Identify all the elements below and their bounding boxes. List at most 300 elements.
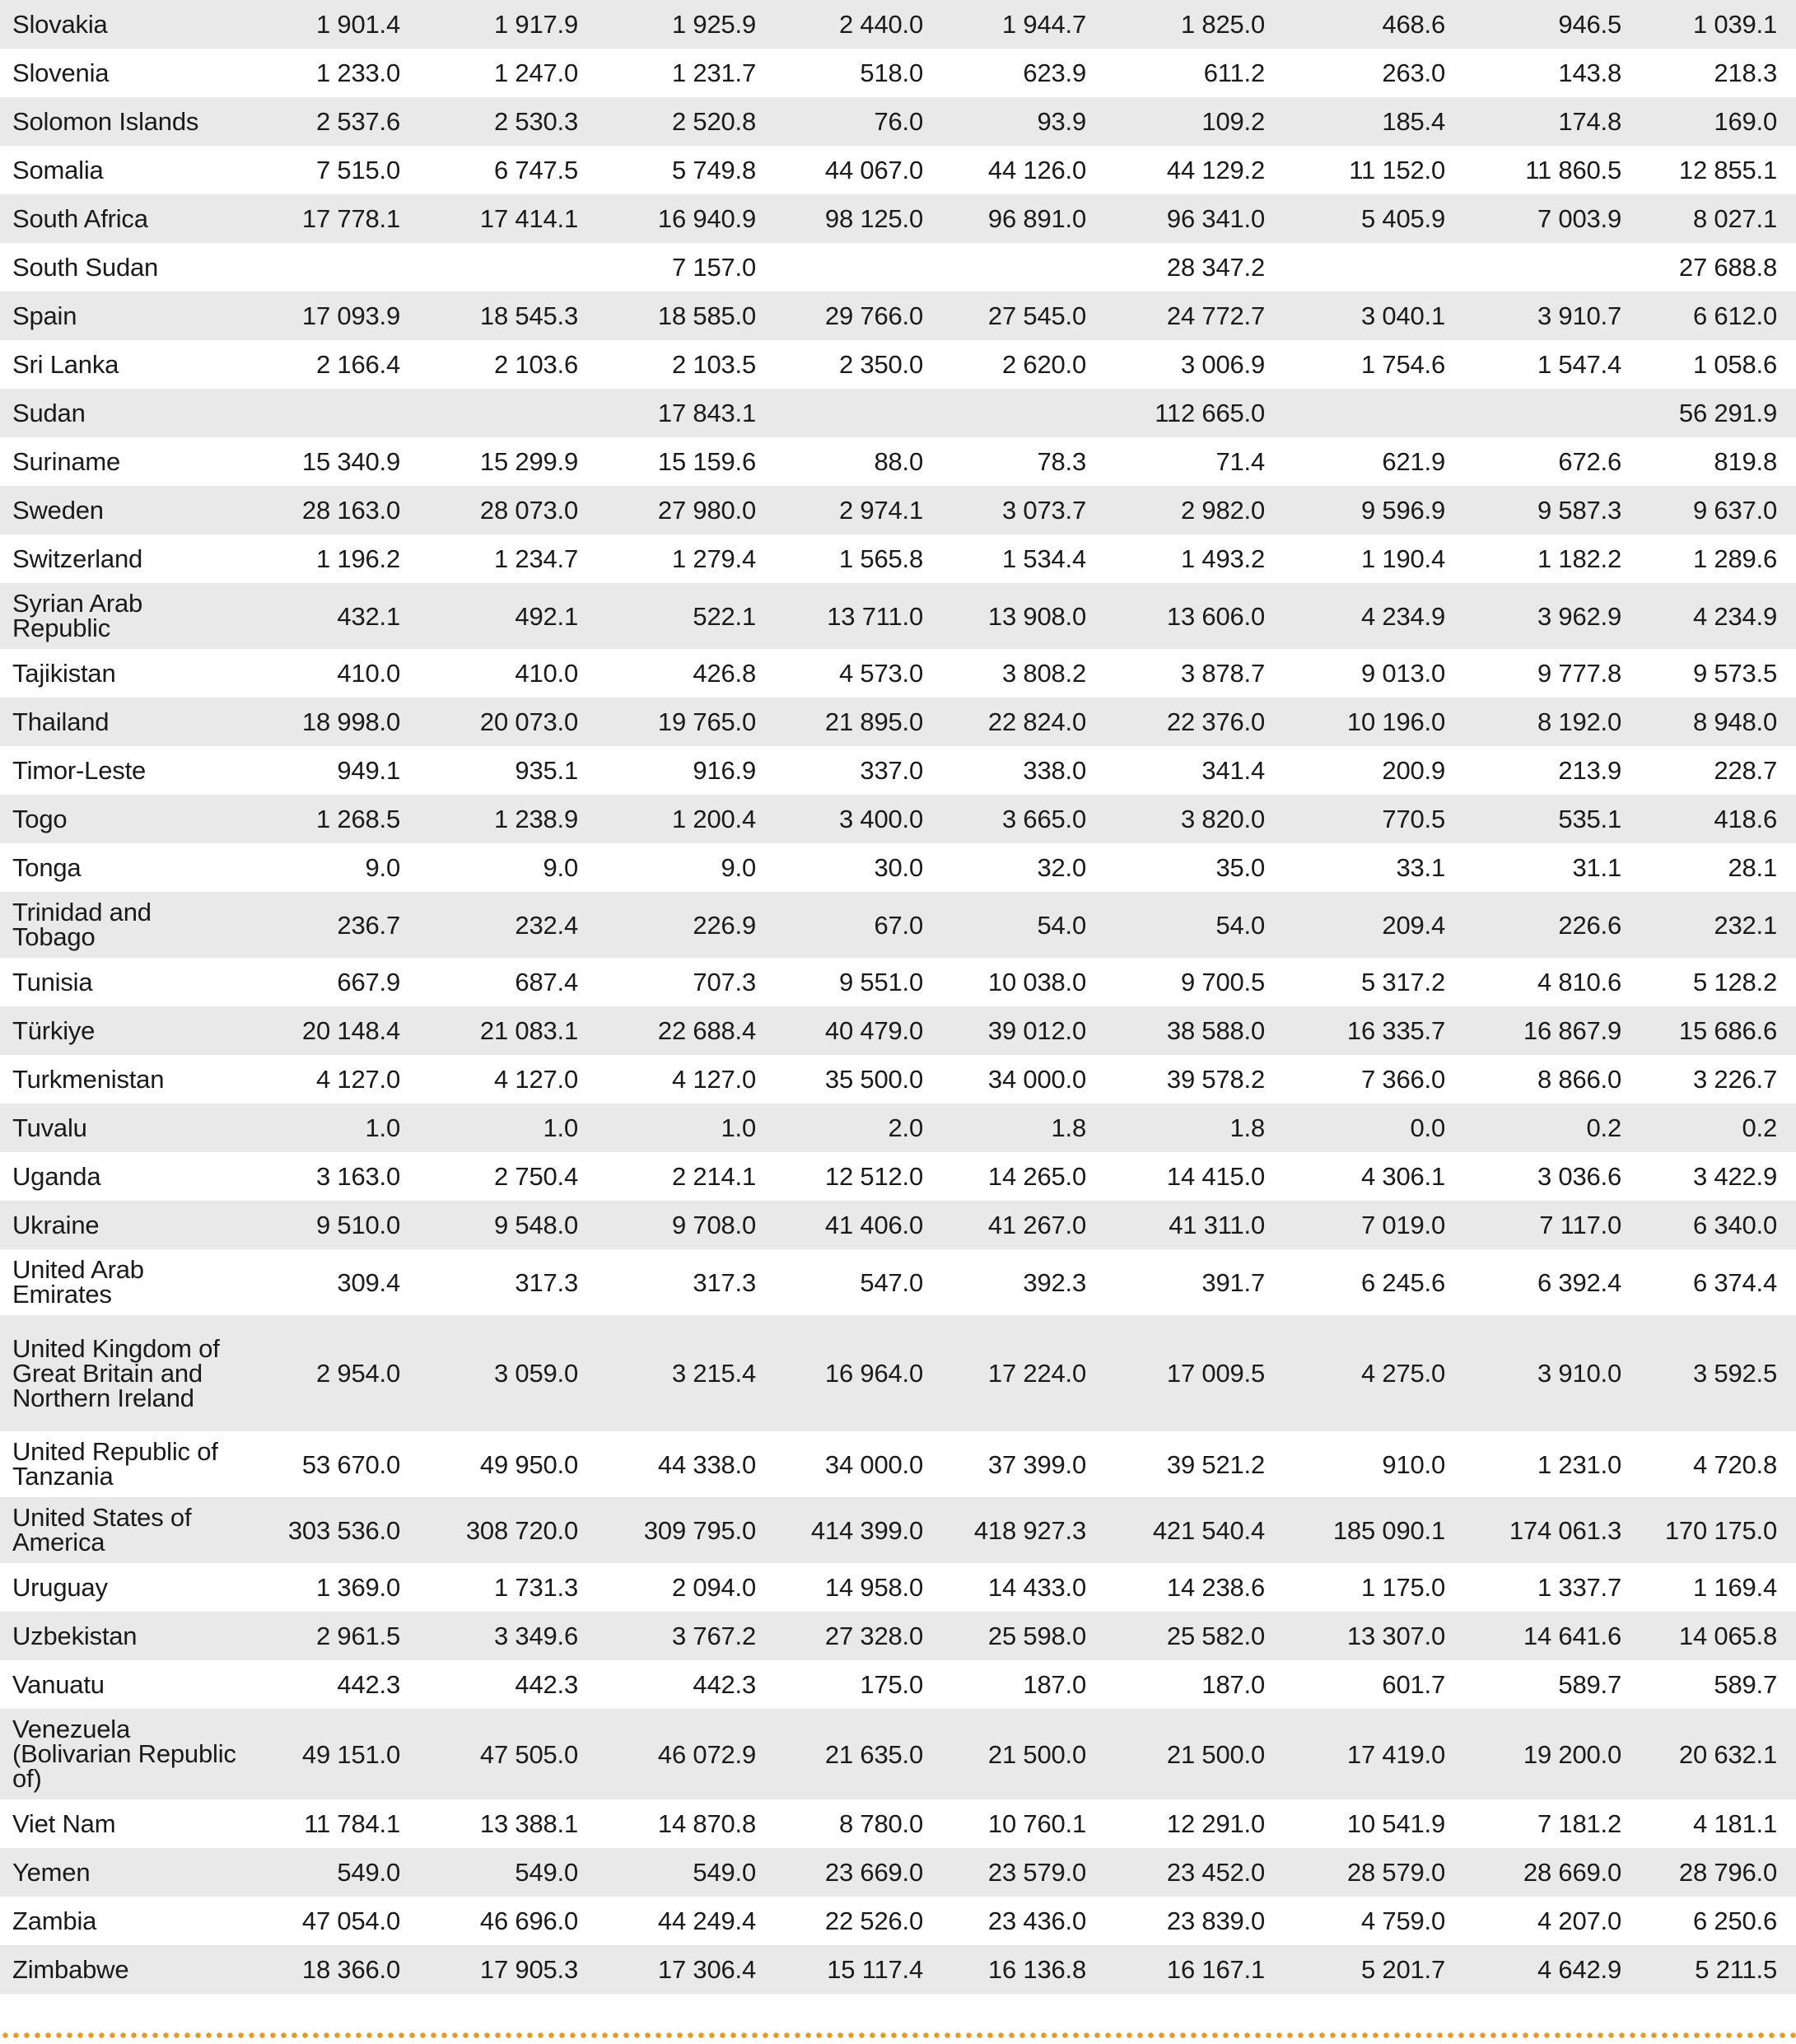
- value-cell: 143.8: [1558, 58, 1621, 87]
- value-cell: 28 347.2: [1166, 253, 1265, 282]
- value-cell: 10 038.0: [987, 968, 1086, 996]
- value-cell: 78.3: [1037, 447, 1086, 476]
- value-cell: 10 541.9: [1346, 1809, 1445, 1838]
- value-cell: 6 747.5: [493, 156, 578, 184]
- value-cell: 432.1: [240, 583, 419, 649]
- value-cell: [775, 243, 942, 292]
- value-cell: 9 573.5: [1692, 659, 1777, 688]
- value-cell: 518.0: [860, 58, 923, 87]
- value-cell: 170 175.0: [1640, 1497, 1796, 1563]
- value-cell: 4 642.9: [1464, 1945, 1640, 1994]
- table-row: [0, 1152, 1796, 1201]
- table-row: [0, 0, 1796, 49]
- value-cell: 21 895.0: [775, 698, 942, 746]
- table-row: [0, 292, 1796, 340]
- country-name: Syrian Arab Republic: [0, 583, 240, 649]
- value-cell: 112 665.0: [1105, 389, 1284, 437]
- value-cell: 3 665.0: [942, 795, 1105, 843]
- value-cell: 5 128.2: [1692, 968, 1777, 996]
- value-cell: 2 530.3: [419, 97, 597, 146]
- value-cell: 4 234.9: [1640, 583, 1796, 649]
- value-cell: 13 307.0: [1284, 1612, 1464, 1660]
- value-cell: 27 328.0: [775, 1612, 942, 1660]
- value-cell: 621.9: [1382, 447, 1445, 476]
- value-cell: 9 596.9: [1284, 486, 1464, 534]
- table-row: [0, 486, 1796, 534]
- value-cell: 426.8: [693, 659, 756, 688]
- value-cell: 2.0: [775, 1104, 942, 1152]
- value-cell: 2 537.6: [240, 97, 419, 146]
- value-cell: 309 795.0: [597, 1497, 775, 1563]
- value-cell: 0.0: [1284, 1104, 1464, 1152]
- table-row: [0, 146, 1796, 194]
- value-cell: [942, 243, 1105, 292]
- value-cell: 1 825.0: [1105, 0, 1284, 49]
- country-name: Uganda: [12, 1161, 101, 1191]
- value-cell: 2 214.1: [671, 1162, 756, 1191]
- value-cell: 22 376.0: [1105, 698, 1284, 746]
- value-cell: 1 917.9: [419, 0, 597, 49]
- value-cell: 414 399.0: [775, 1497, 942, 1563]
- value-cell: 232.1: [1640, 892, 1796, 958]
- country-name: Vanuatu: [12, 1669, 105, 1699]
- value-cell: 1 058.6: [1692, 350, 1777, 379]
- value-cell: 1.0: [597, 1104, 775, 1152]
- value-cell: 6 392.4: [1537, 1267, 1621, 1297]
- value-cell: 1 337.7: [1537, 1573, 1621, 1602]
- value-cell: 1.8: [1105, 1104, 1284, 1152]
- value-cell: 34 000.0: [824, 1449, 923, 1479]
- value-cell: 2 166.4: [315, 350, 400, 379]
- value-cell: 14 641.6: [1464, 1612, 1640, 1660]
- value-cell: [419, 389, 597, 437]
- value-cell: 3 592.5: [1640, 1315, 1796, 1431]
- value-cell: 2 350.0: [838, 350, 923, 379]
- value-cell: 391.7: [1201, 1267, 1265, 1297]
- value-cell: 16 136.8: [942, 1945, 1105, 1994]
- country-name: Yemen: [0, 1848, 240, 1897]
- value-cell: 3 036.6: [1537, 1162, 1621, 1191]
- table-row: [0, 49, 1796, 97]
- value-cell: 3 163.0: [315, 1162, 400, 1191]
- value-cell: 4 810.6: [1537, 968, 1621, 996]
- country-name: Turkmenistan: [12, 1064, 165, 1094]
- value-cell: 14 415.0: [1166, 1162, 1265, 1191]
- value-cell: 24 772.7: [1105, 292, 1284, 340]
- dotted-footer-divider: [0, 2032, 1796, 2038]
- value-cell: [1284, 389, 1464, 437]
- value-cell: 16 964.0: [775, 1315, 942, 1431]
- value-cell: 9.0: [543, 853, 578, 882]
- value-cell: 44 338.0: [657, 1449, 756, 1479]
- value-cell: 28.1: [1728, 853, 1777, 882]
- value-cell: 16 167.1: [1105, 1945, 1284, 1994]
- value-cell: 1 731.3: [493, 1573, 578, 1602]
- country-name: Spain: [0, 292, 240, 340]
- table-row: [0, 243, 1796, 292]
- value-cell: 53 670.0: [301, 1449, 400, 1479]
- value-cell: 22 688.4: [597, 1006, 775, 1055]
- value-cell: 23 839.0: [1166, 1906, 1265, 1935]
- value-cell: [1464, 243, 1640, 292]
- value-cell: 418.6: [1640, 795, 1796, 843]
- value-cell: 1 233.0: [315, 58, 400, 87]
- value-cell: 3 006.9: [1180, 350, 1265, 379]
- value-cell: 10 196.0: [1284, 698, 1464, 746]
- value-cell: 15 340.9: [301, 447, 400, 476]
- value-cell: 27 545.0: [942, 292, 1105, 340]
- value-cell: 39 012.0: [942, 1006, 1105, 1055]
- value-cell: 38 588.0: [1105, 1006, 1284, 1055]
- value-cell: 3 422.9: [1692, 1162, 1777, 1191]
- value-cell: 44 129.2: [1166, 156, 1265, 184]
- value-cell: 232.4: [419, 892, 597, 958]
- table-row: [0, 97, 1796, 146]
- value-cell: 522.1: [597, 583, 775, 649]
- table-row: [0, 1315, 1796, 1431]
- value-cell: 8 780.0: [838, 1809, 923, 1838]
- value-cell: 549.0: [419, 1848, 597, 1897]
- value-cell: 1 493.2: [1180, 544, 1265, 573]
- value-cell: 109.2: [1105, 97, 1284, 146]
- value-cell: 6 374.4: [1692, 1267, 1777, 1297]
- value-cell: 174 061.3: [1464, 1497, 1640, 1563]
- value-cell: 392.3: [1023, 1267, 1086, 1297]
- value-cell: 4 759.0: [1360, 1906, 1445, 1935]
- table-row: [0, 1799, 1796, 1848]
- value-cell: 47 505.0: [419, 1709, 597, 1799]
- value-cell: 9 548.0: [419, 1201, 597, 1249]
- value-cell: 4 573.0: [838, 659, 923, 688]
- value-cell: 218.3: [1714, 58, 1777, 87]
- value-cell: 17 778.1: [240, 194, 419, 243]
- value-cell: 1 231.7: [671, 58, 756, 87]
- value-cell: 9 587.3: [1464, 486, 1640, 534]
- country-name: Trinidad and Tobago: [0, 892, 240, 958]
- value-cell: 200.9: [1382, 756, 1445, 785]
- value-cell: 174.8: [1464, 97, 1640, 146]
- value-cell: 337.0: [860, 756, 923, 785]
- value-cell: 3 349.6: [419, 1612, 597, 1660]
- value-cell: 21 500.0: [1105, 1709, 1284, 1799]
- value-cell: 5 317.2: [1360, 968, 1445, 996]
- value-cell: 308 720.0: [419, 1497, 597, 1563]
- value-cell: 317.3: [515, 1267, 578, 1297]
- value-cell: 76.0: [775, 97, 942, 146]
- value-cell: 9 510.0: [240, 1201, 419, 1249]
- value-cell: 49 950.0: [479, 1449, 578, 1479]
- table-row: [0, 1431, 1796, 1497]
- country-name: Zimbabwe: [0, 1945, 240, 1994]
- value-cell: 5 749.8: [671, 156, 756, 184]
- value-cell: 9.0: [721, 853, 756, 882]
- value-cell: 12 512.0: [824, 1162, 923, 1191]
- value-cell: 236.7: [240, 892, 419, 958]
- value-cell: 9 013.0: [1360, 659, 1445, 688]
- value-cell: 13 908.0: [942, 583, 1105, 649]
- value-cell: 549.0: [597, 1848, 775, 1897]
- value-cell: 1 565.8: [838, 544, 923, 573]
- value-cell: 96 891.0: [942, 194, 1105, 243]
- value-cell: 56 291.9: [1640, 389, 1796, 437]
- table-row: [0, 1945, 1796, 1994]
- value-cell: 9 700.5: [1180, 968, 1265, 996]
- value-cell: 18 545.3: [419, 292, 597, 340]
- table-row: [0, 1201, 1796, 1249]
- value-cell: 20 632.1: [1640, 1709, 1796, 1799]
- value-cell: 17 093.9: [240, 292, 419, 340]
- country-name: United Kingdom of Great Britain and Northern Ireland: [0, 1315, 240, 1431]
- value-cell: 1 534.4: [1001, 544, 1086, 573]
- country-name: United States of America: [0, 1497, 240, 1563]
- value-cell: 17 419.0: [1284, 1709, 1464, 1799]
- table-row: [0, 1497, 1796, 1563]
- value-cell: 547.0: [860, 1267, 923, 1297]
- value-cell: 14 238.6: [1166, 1573, 1265, 1602]
- value-cell: 15 299.9: [479, 447, 578, 476]
- value-cell: 3 215.4: [597, 1315, 775, 1431]
- value-cell: 442.3: [693, 1670, 756, 1699]
- country-name: Uruguay: [12, 1572, 108, 1602]
- value-cell: [775, 389, 942, 437]
- value-cell: 35 500.0: [824, 1065, 923, 1094]
- country-name: Ukraine: [0, 1201, 240, 1249]
- value-cell: 41 406.0: [775, 1201, 942, 1249]
- table-row: [0, 437, 1796, 486]
- value-cell: 2 982.0: [1105, 486, 1284, 534]
- value-cell: 16 335.7: [1284, 1006, 1464, 1055]
- table-row: [0, 583, 1796, 649]
- value-cell: 2 974.1: [775, 486, 942, 534]
- value-cell: 1 369.0: [315, 1573, 400, 1602]
- value-cell: 9 637.0: [1640, 486, 1796, 534]
- country-name: Slovenia: [12, 58, 110, 87]
- value-cell: 18 998.0: [240, 698, 419, 746]
- value-cell: 39 521.2: [1166, 1449, 1265, 1479]
- value-cell: 14 433.0: [987, 1573, 1086, 1602]
- value-cell: 303 536.0: [240, 1497, 419, 1563]
- table-row: [0, 1612, 1796, 1660]
- table-row: [0, 1897, 1796, 1945]
- value-cell: 623.9: [1023, 58, 1086, 87]
- value-cell: [1284, 243, 1464, 292]
- value-cell: 707.3: [693, 968, 756, 996]
- value-cell: 2 094.0: [671, 1573, 756, 1602]
- value-cell: 185.4: [1284, 97, 1464, 146]
- value-cell: 9.0: [365, 853, 400, 882]
- value-cell: 15 117.4: [775, 1945, 942, 1994]
- value-cell: 31.1: [1572, 853, 1621, 882]
- value-cell: 468.6: [1284, 0, 1464, 49]
- value-cell: 1 039.1: [1640, 0, 1796, 49]
- value-cell: 946.5: [1464, 0, 1640, 49]
- value-cell: 3 059.0: [419, 1315, 597, 1431]
- value-cell: 47 054.0: [301, 1906, 400, 1935]
- value-cell: 421 540.4: [1105, 1497, 1284, 1563]
- value-cell: 71.4: [1215, 447, 1265, 476]
- value-cell: 13 606.0: [1105, 583, 1284, 649]
- country-name: Solomon Islands: [0, 97, 240, 146]
- table-row: [0, 795, 1796, 843]
- value-cell: 263.0: [1382, 58, 1445, 87]
- value-cell: [240, 243, 419, 292]
- value-cell: 7 515.0: [315, 156, 400, 184]
- value-cell: 33.1: [1396, 853, 1445, 882]
- value-cell: 589.7: [1558, 1670, 1621, 1699]
- country-name: Somalia: [12, 155, 104, 184]
- value-cell: 54.0: [942, 892, 1105, 958]
- value-cell: 10 760.1: [987, 1809, 1086, 1838]
- value-cell: 2 103.5: [671, 350, 756, 379]
- value-cell: 6 340.0: [1640, 1201, 1796, 1249]
- country-name: Sri Lanka: [12, 349, 119, 379]
- country-name: Togo: [0, 795, 240, 843]
- value-cell: 4 234.9: [1284, 583, 1464, 649]
- value-cell: 21 500.0: [942, 1709, 1105, 1799]
- value-cell: 492.1: [419, 583, 597, 649]
- value-cell: 0.2: [1464, 1104, 1640, 1152]
- country-name: Türkiye: [0, 1006, 240, 1055]
- value-cell: 410.0: [337, 659, 400, 688]
- value-cell: 28 669.0: [1464, 1848, 1640, 1897]
- value-cell: 2 520.8: [597, 97, 775, 146]
- country-name: Thailand: [0, 698, 240, 746]
- value-cell: 21 083.1: [419, 1006, 597, 1055]
- value-cell: 1.0: [419, 1104, 597, 1152]
- value-cell: 8 192.0: [1464, 698, 1640, 746]
- table-row: [0, 746, 1796, 795]
- value-cell: 1 547.4: [1537, 350, 1621, 379]
- value-cell: 338.0: [1023, 756, 1086, 785]
- value-cell: 14 265.0: [987, 1162, 1086, 1191]
- country-name: Suriname: [12, 446, 121, 476]
- value-cell: 7 157.0: [671, 253, 756, 282]
- value-cell: 1 754.6: [1360, 350, 1445, 379]
- value-cell: 1 268.5: [240, 795, 419, 843]
- value-cell: 672.6: [1558, 447, 1621, 476]
- value-cell: 7 003.9: [1464, 194, 1640, 243]
- value-cell: 37 399.0: [987, 1449, 1086, 1479]
- value-cell: 7 019.0: [1284, 1201, 1464, 1249]
- value-cell: 442.3: [337, 1670, 400, 1699]
- value-cell: 935.1: [515, 756, 578, 785]
- value-cell: 5 201.7: [1284, 1945, 1464, 1994]
- value-cell: 8 866.0: [1537, 1065, 1621, 1094]
- table-row: [0, 843, 1796, 892]
- value-cell: 27 980.0: [597, 486, 775, 534]
- value-cell: 28 163.0: [240, 486, 419, 534]
- value-cell: 14 870.8: [657, 1809, 756, 1838]
- value-cell: 1.0: [240, 1104, 419, 1152]
- value-cell: 67.0: [775, 892, 942, 958]
- value-cell: 2 961.5: [240, 1612, 419, 1660]
- value-cell: 1 169.4: [1692, 1573, 1777, 1602]
- country-name: Zambia: [12, 1906, 97, 1935]
- value-cell: [942, 389, 1105, 437]
- value-cell: 17 009.5: [1105, 1315, 1284, 1431]
- value-cell: 770.5: [1284, 795, 1464, 843]
- value-cell: 949.1: [337, 756, 400, 785]
- country-name: Slovakia: [0, 0, 240, 49]
- value-cell: 1 200.4: [597, 795, 775, 843]
- value-cell: 20 073.0: [419, 698, 597, 746]
- value-cell: 2 750.4: [493, 1162, 578, 1191]
- country-name: United Republic of Tanzania: [12, 1437, 218, 1491]
- value-cell: 13 388.1: [479, 1809, 578, 1838]
- value-cell: 185 090.1: [1284, 1497, 1464, 1563]
- value-cell: 29 766.0: [775, 292, 942, 340]
- value-cell: 41 267.0: [942, 1201, 1105, 1249]
- value-cell: 88.0: [874, 447, 923, 476]
- country-name: Viet Nam: [12, 1808, 116, 1838]
- value-cell: 169.0: [1640, 97, 1796, 146]
- value-cell: 15 686.6: [1640, 1006, 1796, 1055]
- value-cell: 0.2: [1640, 1104, 1796, 1152]
- value-cell: 19 200.0: [1464, 1709, 1640, 1799]
- value-cell: 187.0: [1201, 1670, 1265, 1699]
- country-name: Venezuela (Bolivarian Republic of): [0, 1709, 240, 1799]
- value-cell: 6 250.6: [1692, 1906, 1777, 1935]
- value-cell: 28 796.0: [1640, 1848, 1796, 1897]
- table-row: [0, 1848, 1796, 1897]
- value-cell: [1464, 389, 1640, 437]
- value-cell: 49 151.0: [240, 1709, 419, 1799]
- value-cell: 35.0: [1215, 853, 1265, 882]
- table-row: [0, 1660, 1796, 1709]
- country-name: Tonga: [12, 852, 82, 882]
- value-cell: 17 414.1: [419, 194, 597, 243]
- value-cell: 23 452.0: [1105, 1848, 1284, 1897]
- value-cell: 1 234.7: [493, 544, 578, 573]
- table-row: [0, 892, 1796, 958]
- value-cell: 9 708.0: [597, 1201, 775, 1249]
- value-cell: 309.4: [337, 1267, 400, 1297]
- value-cell: 3 910.7: [1464, 292, 1640, 340]
- value-cell: 1 175.0: [1360, 1573, 1445, 1602]
- value-cell: 4 207.0: [1537, 1906, 1621, 1935]
- value-cell: 14 958.0: [824, 1573, 923, 1602]
- value-cell: [240, 389, 419, 437]
- value-cell: 44 249.4: [657, 1906, 756, 1935]
- value-cell: 175.0: [860, 1670, 923, 1699]
- value-cell: 2 440.0: [775, 0, 942, 49]
- value-cell: 46 072.9: [597, 1709, 775, 1799]
- value-cell: 11 152.0: [1349, 156, 1445, 184]
- country-name: Sweden: [0, 486, 240, 534]
- value-cell: 7 181.2: [1537, 1809, 1621, 1838]
- value-cell: 589.7: [1714, 1670, 1777, 1699]
- value-cell: 7 366.0: [1360, 1065, 1445, 1094]
- value-cell: 54.0: [1105, 892, 1284, 958]
- value-cell: 23 436.0: [987, 1906, 1086, 1935]
- value-cell: 6 612.0: [1640, 292, 1796, 340]
- value-cell: 187.0: [1023, 1670, 1086, 1699]
- value-cell: 535.1: [1464, 795, 1640, 843]
- value-cell: 30.0: [874, 853, 923, 882]
- value-cell: 44 126.0: [987, 156, 1086, 184]
- value-cell: 4 127.0: [315, 1065, 400, 1094]
- value-cell: 12 855.1: [1678, 156, 1777, 184]
- value-cell: 25 582.0: [1105, 1612, 1284, 1660]
- value-cell: 4 720.8: [1692, 1449, 1777, 1479]
- value-cell: 317.3: [693, 1267, 756, 1297]
- value-cell: 916.9: [693, 756, 756, 785]
- value-cell: 9 777.8: [1537, 659, 1621, 688]
- value-cell: 910.0: [1382, 1449, 1445, 1479]
- value-cell: 15 159.6: [657, 447, 756, 476]
- table-row: [0, 1104, 1796, 1152]
- value-cell: 16 940.9: [597, 194, 775, 243]
